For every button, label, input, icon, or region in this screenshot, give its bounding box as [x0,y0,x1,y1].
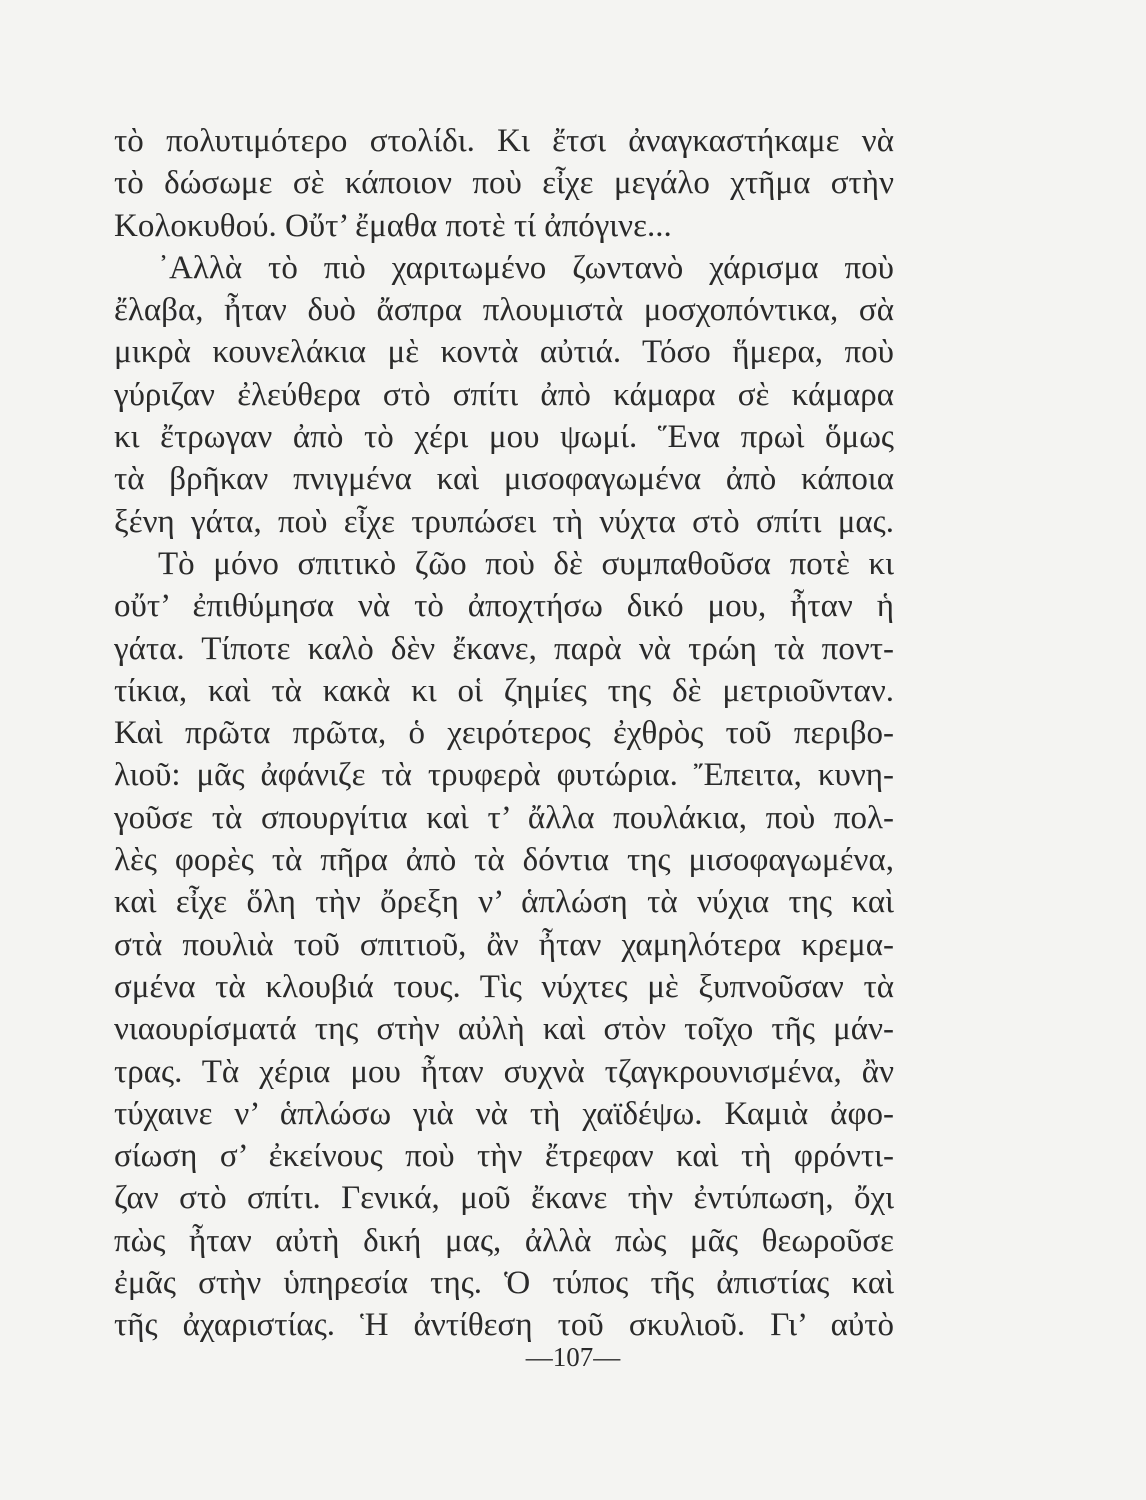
text-line: γοῦσε τὰ σπουργίτια καὶ τ’ ἄλλα πουλάκια, ποὺ πολ- [114,799,894,836]
text-line: στὰ πουλιὰ τοῦ σπιτιοῦ, ἂν ἦταν χαμηλότερα κρεμα- [114,926,894,963]
text-line: τὰ βρῆκαν πνιγμένα καὶ μισοφαγωμένα ἀπὸ κάποια [114,461,894,498]
page-number: —107— [525,1342,621,1372]
text-line: τὸ πολυτιμότερο στολίδι. Κι ἔτσι ἀναγκαστήκαμε νὰ [114,123,894,159]
text-line: Τὸ μόνο σπιτικὸ ζῶο ποὺ δὲ συμπαθοῦσα ποτὲ κι [158,545,894,582]
text-line: ἐμᾶς στὴν ὑπηρεσία της. Ὁ τύπος τῆς ἀπιστίας καὶ [114,1265,894,1302]
text-line: Κολοκυθού. Οὔτ’ ἔμαθα ποτὲ τί ἀπόγινε... [114,207,672,244]
text-line: ἔλαβα, ἦταν δυὸ ἄσπρα πλουμιστὰ μοσχοπόντικα, σὰ [114,292,894,329]
text-line: γάτα. Τίποτε καλὸ δὲν ἔκανε, παρὰ νὰ τρώη τὰ ποντ- [114,630,894,667]
text-line: ᾿Αλλὰ τὸ πιὸ χαριτωμένο ζωντανὸ χάρισμα ποὺ [158,249,894,286]
text-line: Καὶ πρῶτα πρῶτα, ὁ χειρότερος ἐχθρὸς τοῦ περιβο- [114,715,894,752]
body-text [114,120,894,1347]
text-line: καὶ εἶχε ὅλη τὴν ὄρεξη ν’ ἁπλώση τὰ νύχια της καὶ [114,884,894,921]
text-line: γύριζαν ἐλεύθερα στὸ σπίτι ἀπὸ κάμαρα σὲ κάμαρα [114,376,894,413]
text-line: μικρὰ κουνελάκια μὲ κοντὰ αὐτιά. Τόσο ἥμερα, ποὺ [114,334,894,371]
text-line: τύχαινε ν’ ἁπλώσω γιὰ νὰ τὴ χαϊδέψω. Καμιὰ ἀφο- [114,1095,894,1132]
text-line: σμένα τὰ κλουβιά τους. Τὶς νύχτες μὲ ξυπνοῦσαν τὰ [114,968,894,1005]
text-line: τίκια, καὶ τὰ κακὰ κι οἱ ζημίες της δὲ μετριοῦνταν. [114,672,894,709]
text-line: οὔτ’ ἐπιθύμησα νὰ τὸ ἀποχτήσω δικό μου, ἦταν ἡ [114,588,894,625]
text-line: πὼς ἦταν αὐτὴ δική μας, ἀλλὰ πὼς μᾶς θεωροῦσε [114,1222,894,1259]
text-line: σίωση σ’ ἐκείνους ποὺ τὴν ἔτρεφαν καὶ τὴ φρόντι- [114,1138,894,1175]
text-line: λὲς φορὲς τὰ πῆρα ἀπὸ τὰ δόντια της μισοφαγωμένα, [114,842,894,879]
text-line: κι ἔτρωγαν ἀπὸ τὸ χέρι μου ψωμί. Ἕνα πρωὶ ὅμως [114,419,894,456]
text-line: λιοῦ: μᾶς ἀφάνιζε τὰ τρυφερὰ φυτώρια. Ἔπειτα, κυνη- [114,757,894,794]
text-line: ζαν στὸ σπίτι. Γενικά, μοῦ ἔκανε τὴν ἐντύπωση, ὄχι [114,1180,894,1217]
text-line: νιαουρίσματά της στὴν αὐλὴ καὶ στὸν τοῖχο τῆς μάν- [114,1011,894,1048]
text-line: τρας. Τὰ χέρια μου ἦταν συχνὰ τζαγκρουνισμένα, ἂν [114,1053,894,1090]
text-line: τὸ δώσωμε σὲ κάποιον ποὺ εἶχε μεγάλο χτῆμα στὴν [114,165,894,202]
text-line: ξένη γάτα, ποὺ εἶχε τρυπώσει τὴ νύχτα στὸ σπίτι μας. [114,503,894,540]
text-line: τῆς ἀχαριστίας. Ἡ ἀντίθεση τοῦ σκυλιοῦ. Γι’ αὐτὸ [114,1307,894,1344]
